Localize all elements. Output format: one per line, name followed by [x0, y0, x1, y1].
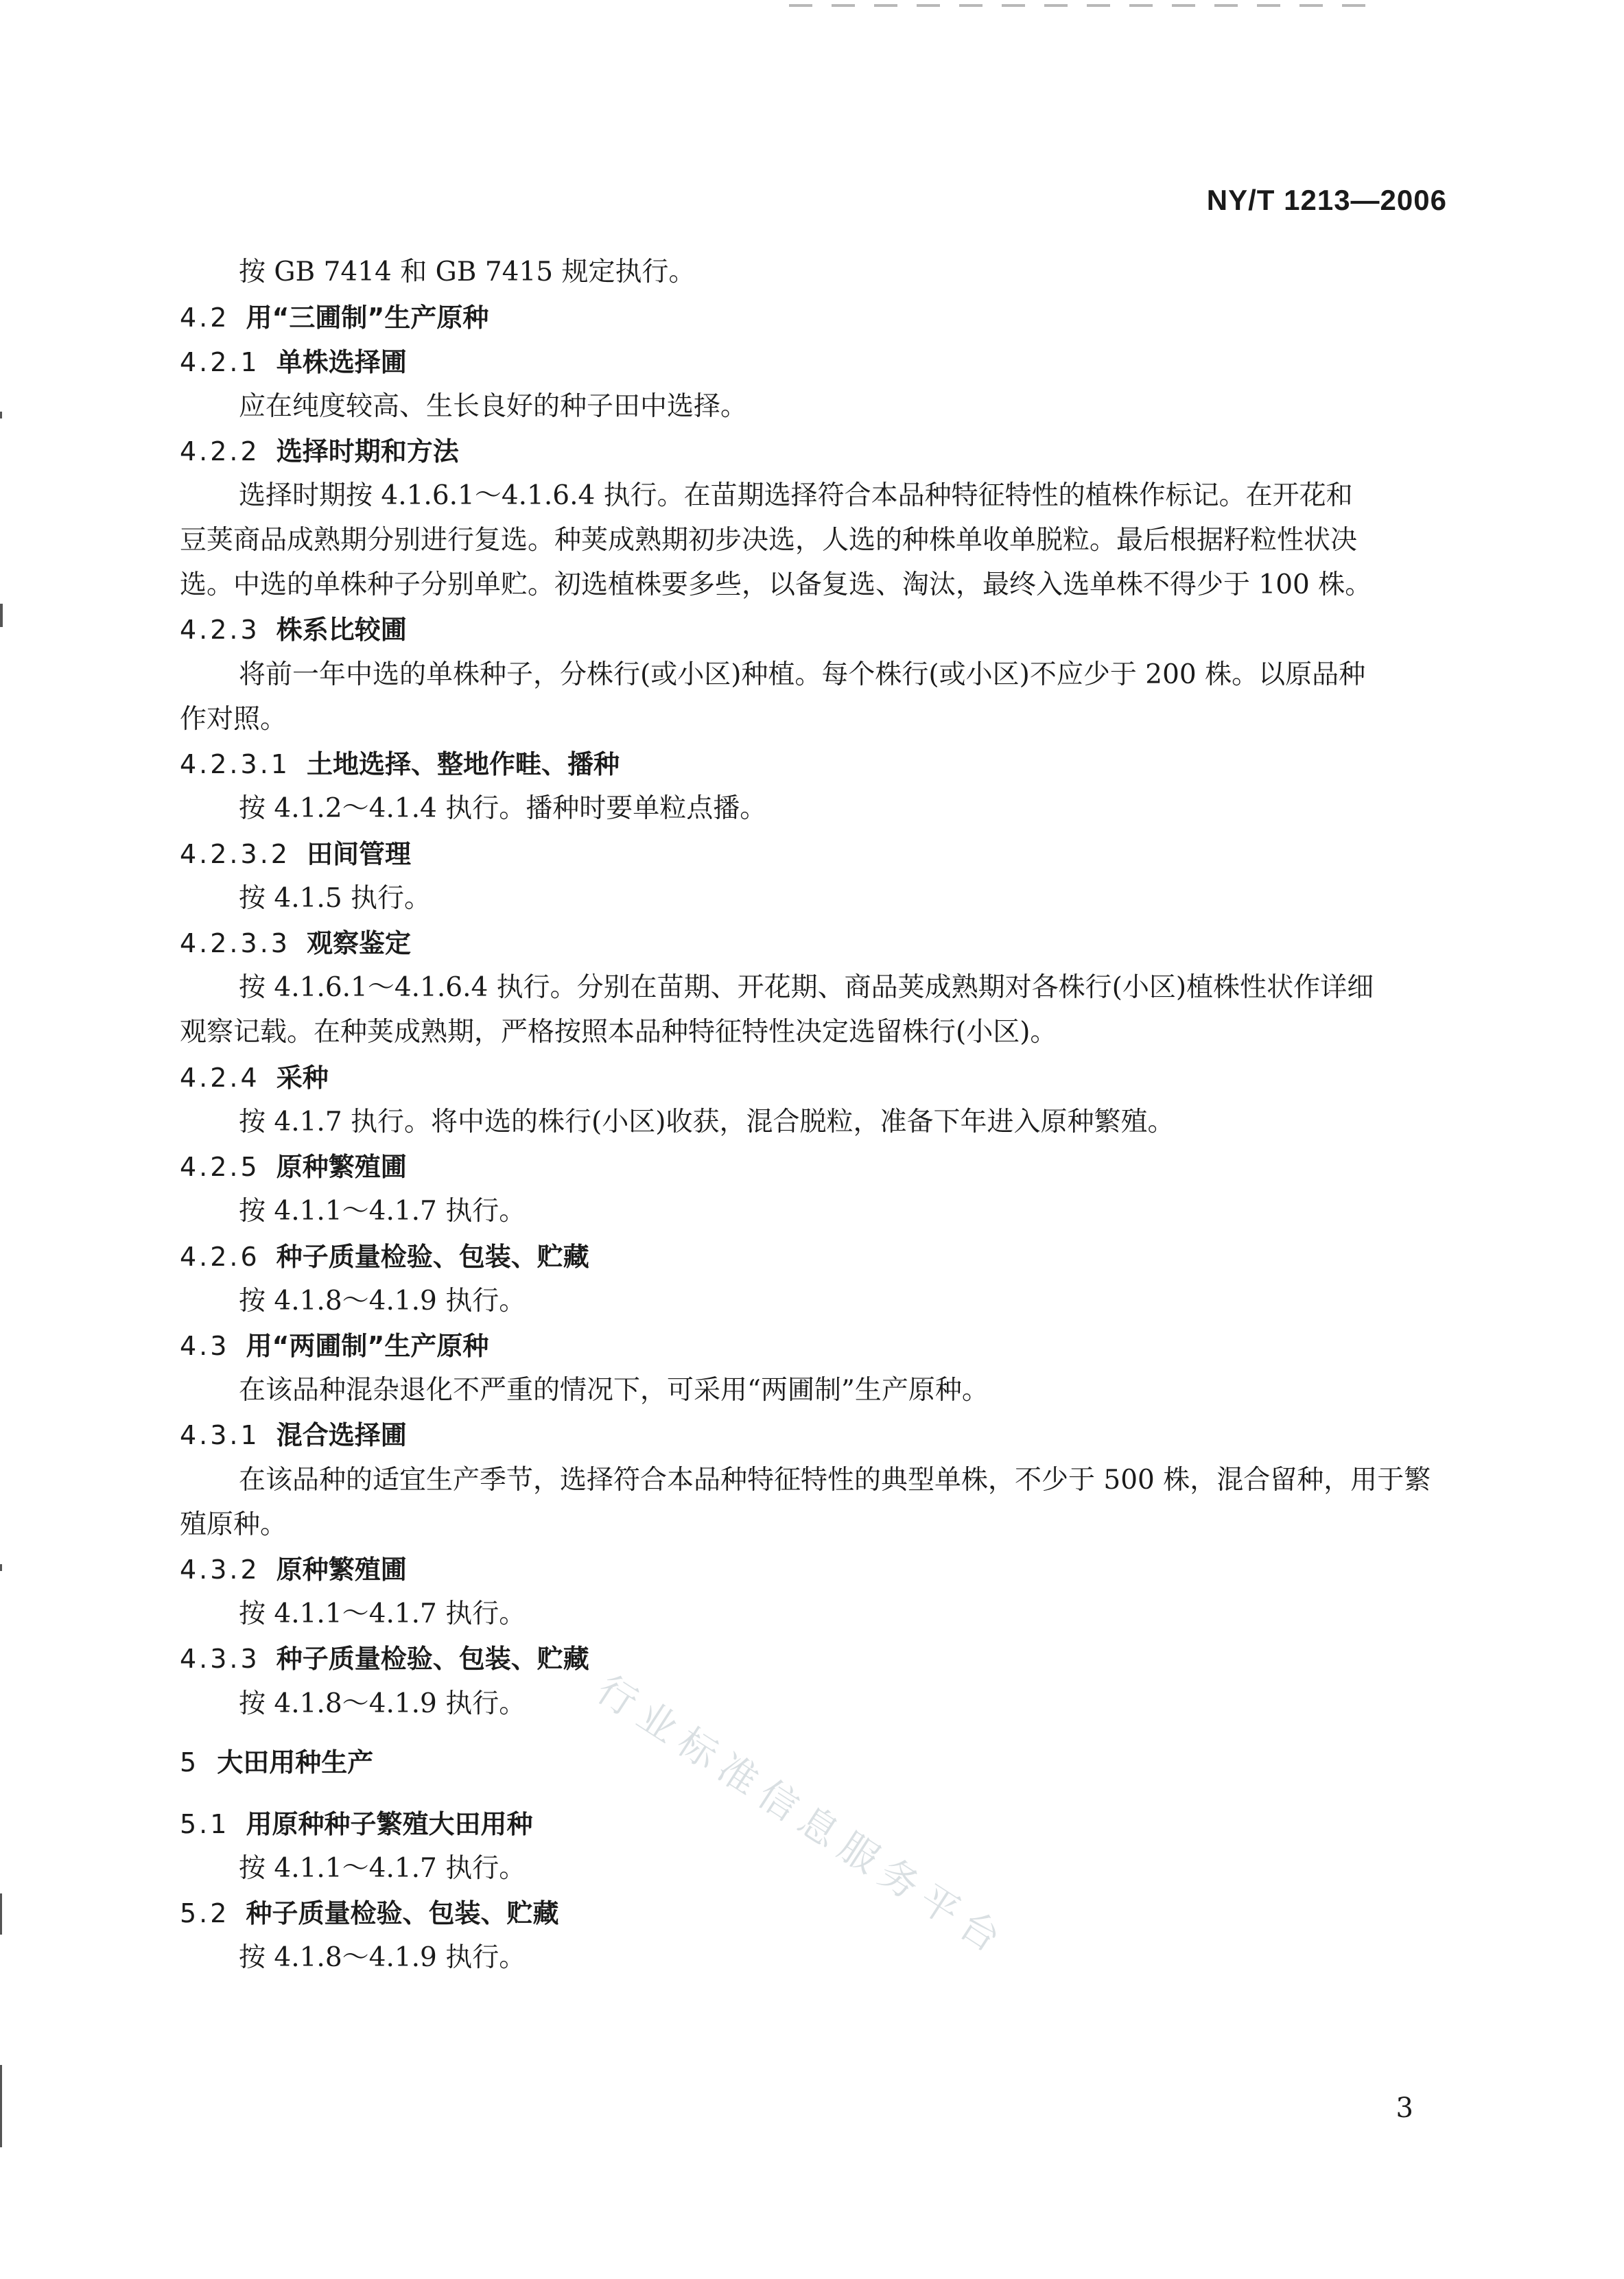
clause-number: 4.2.3: [180, 615, 260, 645]
clause-title: 选择时期和方法: [276, 436, 459, 467]
clause-heading: [180, 926, 411, 960]
paragraph-line: 按 4.1.6.1～4.1.6.4 执行。分别在苗期、开花期、商品荚成熟期对各株行(小区)植株性状作详细: [239, 972, 1374, 1003]
clause-title: 株系比较圃: [276, 615, 407, 645]
paragraph-line: 按 4.1.1～4.1.7 执行。: [239, 1196, 526, 1227]
clause-heading: [180, 434, 459, 469]
paragraph-line: 按 4.1.1～4.1.7 执行。: [239, 1853, 526, 1884]
clause-title: 土地选择、整地作畦、播种: [306, 749, 620, 779]
clause-heading: [180, 1240, 589, 1274]
clause-title: 单株选择圃: [276, 347, 407, 377]
clause-number: 4.2.3.3: [180, 928, 290, 958]
paragraph-line: 将前一年中选的单株种子，分株行(或小区)种植。每个株行(或小区)不应少于 200 株。以原品种: [239, 659, 1366, 690]
clause-number: 4.2.2: [180, 436, 260, 467]
clause-heading: [180, 1150, 407, 1184]
clause-number: 5.2: [180, 1898, 230, 1928]
clause-title: 大田用种生产: [217, 1747, 374, 1778]
paragraph-line: 按 4.1.2～4.1.4 执行。播种时要单粒点播。: [239, 793, 767, 824]
clause-number: 4.2.3.1: [180, 749, 290, 779]
paragraph-line: 选择时期按 4.1.6.1～4.1.6.4 执行。在苗期选择符合本品种特征特性的植株作标记。在开花和: [239, 480, 1353, 511]
scan-margin-mark: [0, 412, 2, 418]
clause-title: 用“两圃制”生产原种: [246, 1331, 489, 1361]
paragraph-line: 按 4.1.8～4.1.9 执行。: [239, 1688, 526, 1719]
clause-number: 4.3: [180, 1331, 230, 1361]
clause-title: 用“三圃制”生产原种: [246, 303, 489, 333]
scan-margin-mark: [0, 1564, 2, 1571]
clause-title: 田间管理: [306, 839, 411, 869]
clause-heading: [180, 1642, 589, 1676]
clause-title: 原种繁殖圃: [276, 1555, 407, 1585]
clause-number: 4.2: [180, 303, 230, 333]
scan-margin-mark: [0, 2065, 2, 2147]
clause-heading: [180, 1552, 407, 1587]
clause-title: 种子质量检验、包装、贮藏: [246, 1898, 559, 1928]
clause-number: 4.2.5: [180, 1152, 260, 1182]
scan-margin-mark: [0, 604, 3, 627]
watermark: 行业标准信息服务平台: [589, 1667, 1016, 1966]
clause-title: 种子质量检验、包装、贮藏: [276, 1242, 589, 1272]
clause-title: 原种繁殖圃: [276, 1152, 407, 1182]
section-heading: [180, 1745, 373, 1780]
clause-heading: [180, 837, 411, 871]
paragraph-continuation: 观察记载。在种荚成熟期，严格按照本品种特征特性决定选留株行(小区)。: [180, 1017, 1057, 1048]
clause-title: 混合选择圃: [276, 1420, 407, 1450]
clause-heading: [180, 1418, 407, 1452]
paragraph-line: 在该品种的适宜生产季节，选择符合本品种特征特性的典型单株，不少于 500 株，混合留种，用于繁: [239, 1465, 1431, 1496]
scan-artifact-dashes: [789, 4, 1372, 7]
clause-heading: [180, 1896, 558, 1930]
paragraph-line: 按 4.1.7 执行。将中选的株行(小区)收获，混合脱粒，准备下年进入原种繁殖。: [239, 1107, 1175, 1137]
standard-code: NY/T 1213—2006: [1206, 184, 1447, 216]
clause-number: 4.2.4: [180, 1063, 260, 1093]
paragraph-line: 按 4.1.1～4.1.7 执行。: [239, 1598, 526, 1629]
paragraph-line: 按 4.1.8～4.1.9 执行。: [239, 1942, 526, 1973]
clause-number: 4.2.1: [180, 347, 260, 377]
paragraph-line: 按 GB 7414 和 GB 7415 规定执行。: [239, 257, 696, 287]
clause-number: 4.2.6: [180, 1242, 260, 1272]
clause-title: 用原种种子繁殖大田用种: [246, 1809, 533, 1839]
clause-heading: [180, 613, 407, 647]
paragraph-line: 按 4.1.8～4.1.9 执行。: [239, 1286, 526, 1316]
clause-number: 5: [180, 1747, 197, 1778]
clause-heading: [180, 747, 620, 781]
clause-heading: [180, 1807, 532, 1841]
paragraph-continuation: 选。中选的单株种子分别单贮。初选植株要多些，以备复选、淘汰，最终入选单株不得少于 100 株。: [180, 569, 1372, 600]
paragraph-line: 在该品种混杂退化不严重的情况下，可采用“两圃制”生产原种。: [239, 1375, 989, 1406]
paragraph-continuation: 殖原种。: [180, 1509, 287, 1540]
clause-title: 采种: [276, 1063, 329, 1093]
page-number: 3: [1396, 2092, 1413, 2124]
clause-number: 4.3.2: [180, 1555, 260, 1585]
clause-heading: [180, 300, 489, 335]
clause-title: 种子质量检验、包装、贮藏: [276, 1644, 589, 1674]
paragraph-line: 按 4.1.5 执行。: [239, 883, 432, 914]
clause-title: 观察鉴定: [306, 928, 411, 958]
paragraph-continuation: 豆荚商品成熟期分别进行复选。种荚成熟期初步决选，人选的种株单收单脱粒。最后根据籽粒性状决: [180, 525, 1358, 556]
clause-number: 4.3.3: [180, 1644, 260, 1674]
clause-heading: [180, 1329, 489, 1363]
clause-heading: [180, 345, 407, 379]
paragraph-continuation: 作对照。: [180, 704, 287, 735]
clause-number: 4.2.3.2: [180, 839, 290, 869]
clause-number: 5.1: [180, 1809, 230, 1839]
clause-number: 4.3.1: [180, 1420, 260, 1450]
paragraph-line: 应在纯度较高、生长良好的种子田中选择。: [239, 391, 748, 422]
scan-margin-mark: [0, 1893, 2, 1935]
clause-heading: [180, 1061, 329, 1095]
